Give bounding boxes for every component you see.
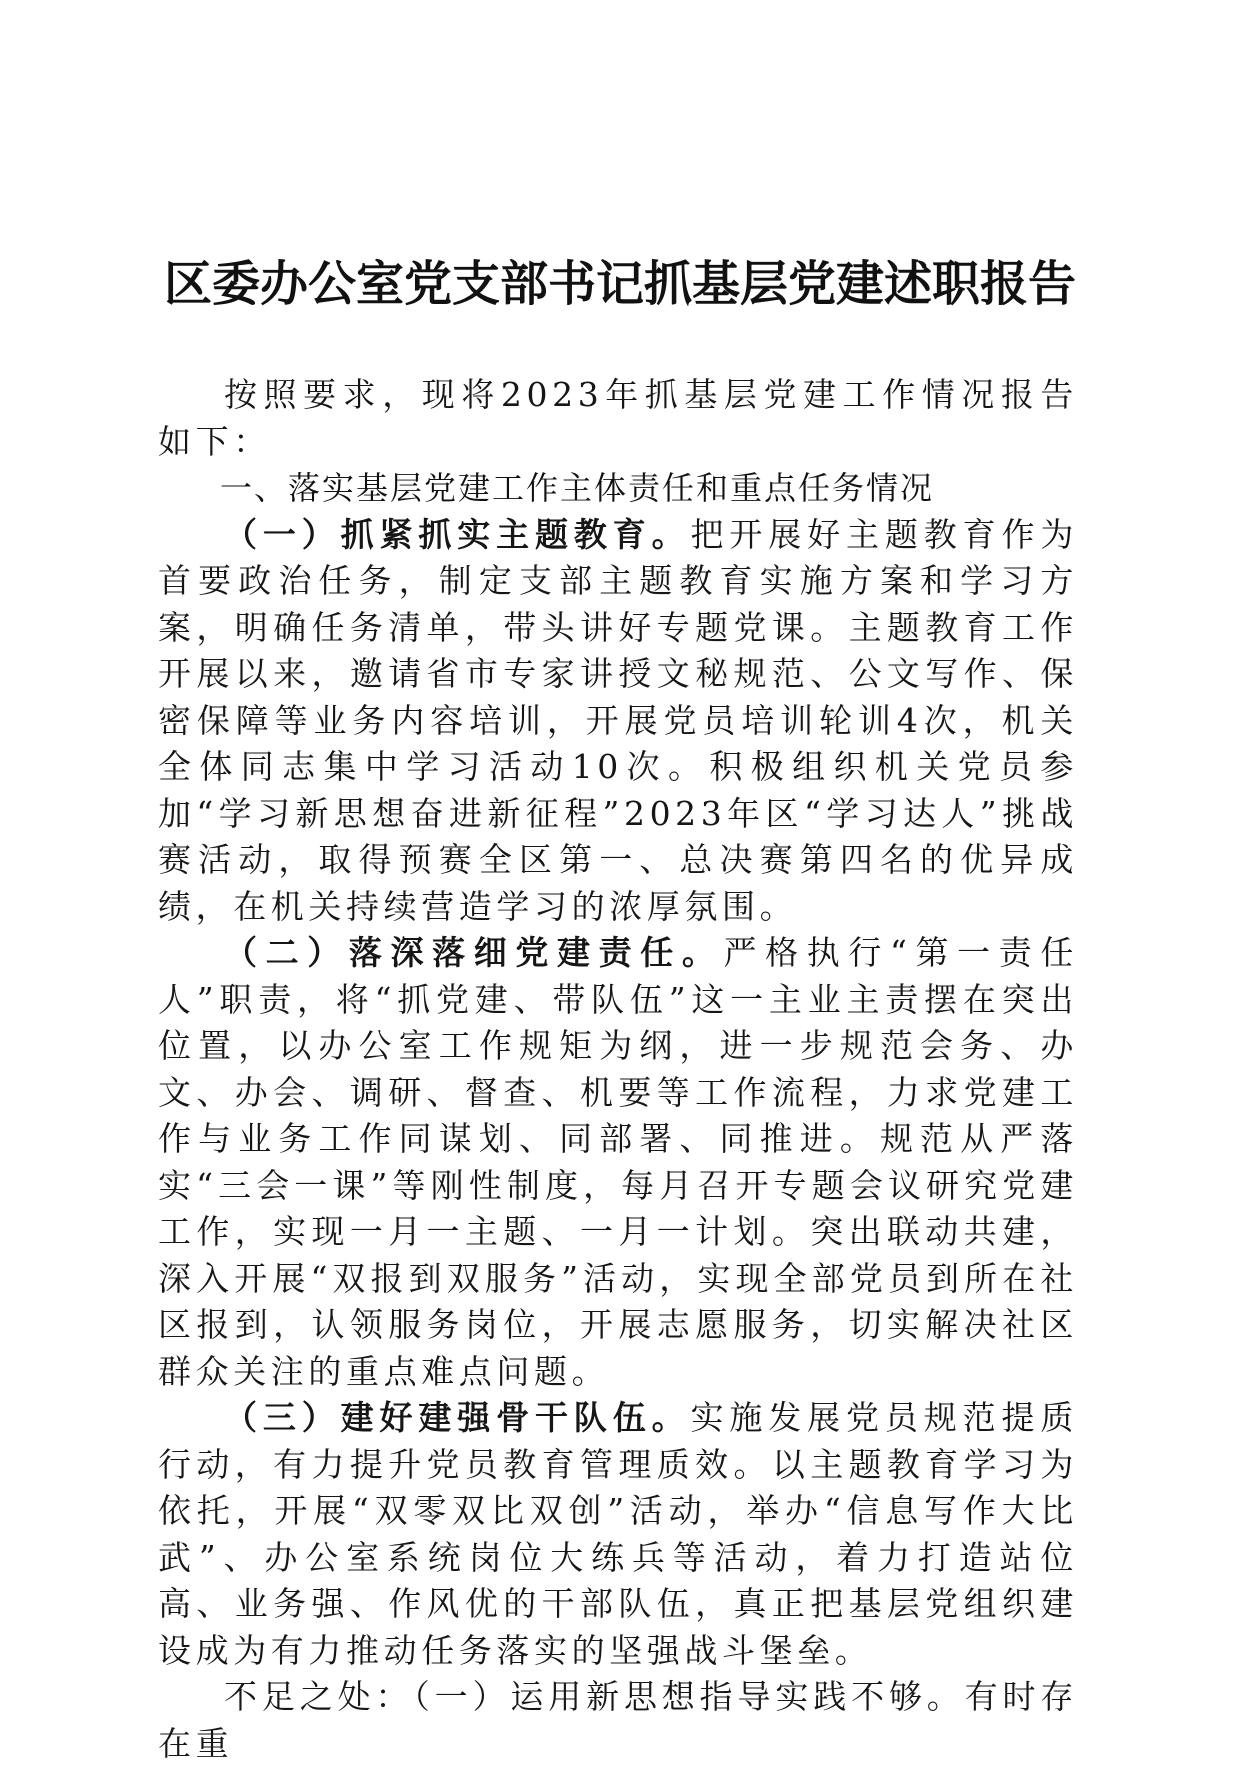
paragraph-lead: （一）抓紧抓实主题教育。 — [224, 514, 691, 554]
document-body — [158, 372, 1078, 1767]
shortcomings-paragraph: 不足之处：（一）运用新思想指导实践不够。有时存在重 — [158, 1677, 1078, 1763]
paragraph-item-1 — [158, 512, 1078, 931]
paragraph-text: 严格执行“第一责任人”职责，将“抓党建、带队伍”这一主业主责摆在突出位置，以办公室工作规矩为纲，进一步规范会务、办文、办会、调研、督查、机要等工作流程，力求党建工作与业务工作同谋划、同部署、同推进。规范从严落实“三会一课”等刚性制度，每月召开专题会议研究党建工作，实现一月一主题、一月一计划。突出联动共建，深入开展“双报到双服务”活动，实现全部党员到所在社区报到，认领服务岗位，开展志愿服务，切实解决社区群众关注的重点难点问题。 — [158, 933, 1078, 1391]
paragraph-text: 把开展好主题教育作为首要政治任务，制定支部主题教育实施方案和学习方案，明确任务清单，带头讲好专题党课。主题教育工作开展以来，邀请省市专家讲授文秘规范、公文写作、保密保障等业务内容培训，开展党员培训轮训4次，机关全体同志集中学习活动10次。积极组织机关党员参加“学习新思想奋进新征程”2023年区“学习达人”挑战赛活动，取得预赛全区第一、总决赛第四名的优异成绩，在机关持续营造学习的浓厚氛围。 — [158, 514, 1079, 926]
paragraph-lead: （二）落深落细党建责任。 — [224, 933, 724, 972]
paragraph-lead: （三）建好建强骨干队伍。 — [224, 1398, 691, 1437]
intro-paragraph: 按照要求，现将2023年抓基层党建工作情况报告如下： — [158, 375, 1078, 461]
section-heading: 一、落实基层党建工作主体责任和重点任务情况 — [220, 469, 935, 507]
paragraph-item-3 — [158, 1395, 1078, 1674]
document-title: 区委办公室党支部书记抓基层党建述职报告 — [163, 256, 1076, 312]
paragraph-item-2 — [158, 930, 1078, 1395]
paragraph-text: 实施发展党员规范提质行动，有力提升党员教育管理质效。以主题教育学习为依托，开展“双零双比双创”活动，举办“信息写作大比武”、办公室系统岗位大练兵等活动，着力打造站位高、业务强、作风优的干部队伍，真正把基层党组织建设成为有力推动任务落实的坚强战斗堡垒。 — [158, 1398, 1079, 1670]
